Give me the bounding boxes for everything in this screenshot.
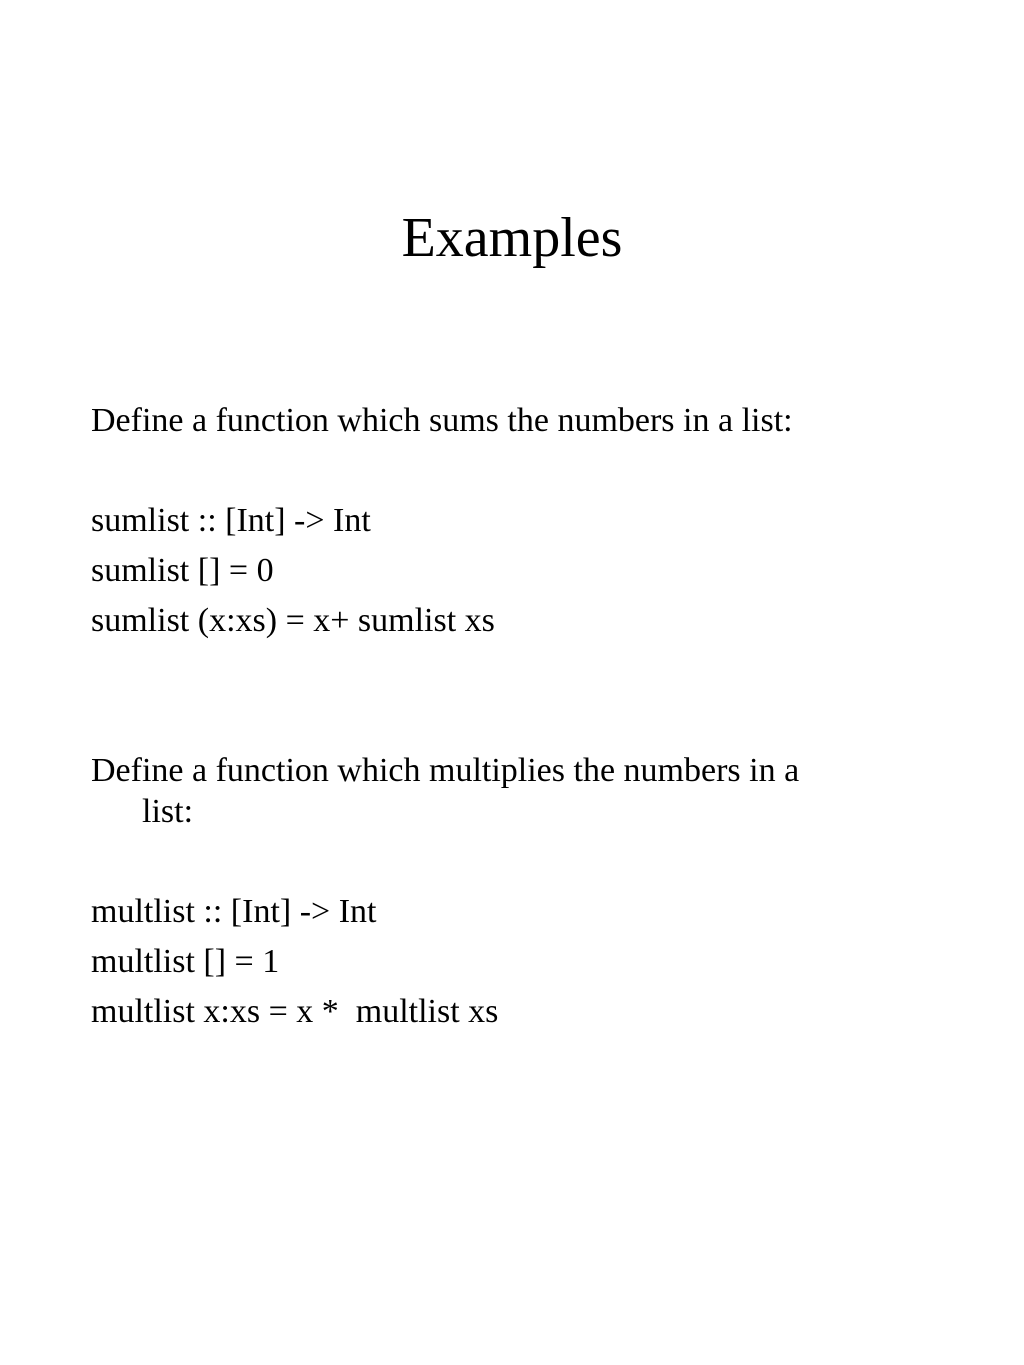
multlist-type-signature: multlist :: [Int] -> Int bbox=[91, 893, 377, 930]
sum-description: Define a function which sums the numbers in a list: bbox=[91, 402, 793, 439]
multlist-recursive-case: multlist x:xs = x * multlist xs bbox=[91, 993, 499, 1030]
sumlist-base-case: sumlist [] = 0 bbox=[91, 552, 274, 589]
sumlist-recursive-case: sumlist (x:xs) = x+ sumlist xs bbox=[91, 602, 495, 639]
mult-description-line2: list: bbox=[142, 793, 194, 830]
slide-title: Examples bbox=[401, 207, 623, 269]
multlist-base-case: multlist [] = 1 bbox=[91, 943, 280, 980]
sumlist-type-signature: sumlist :: [Int] -> Int bbox=[91, 502, 371, 539]
mult-description-line1: Define a function which multiplies the numbers in a bbox=[91, 752, 800, 789]
